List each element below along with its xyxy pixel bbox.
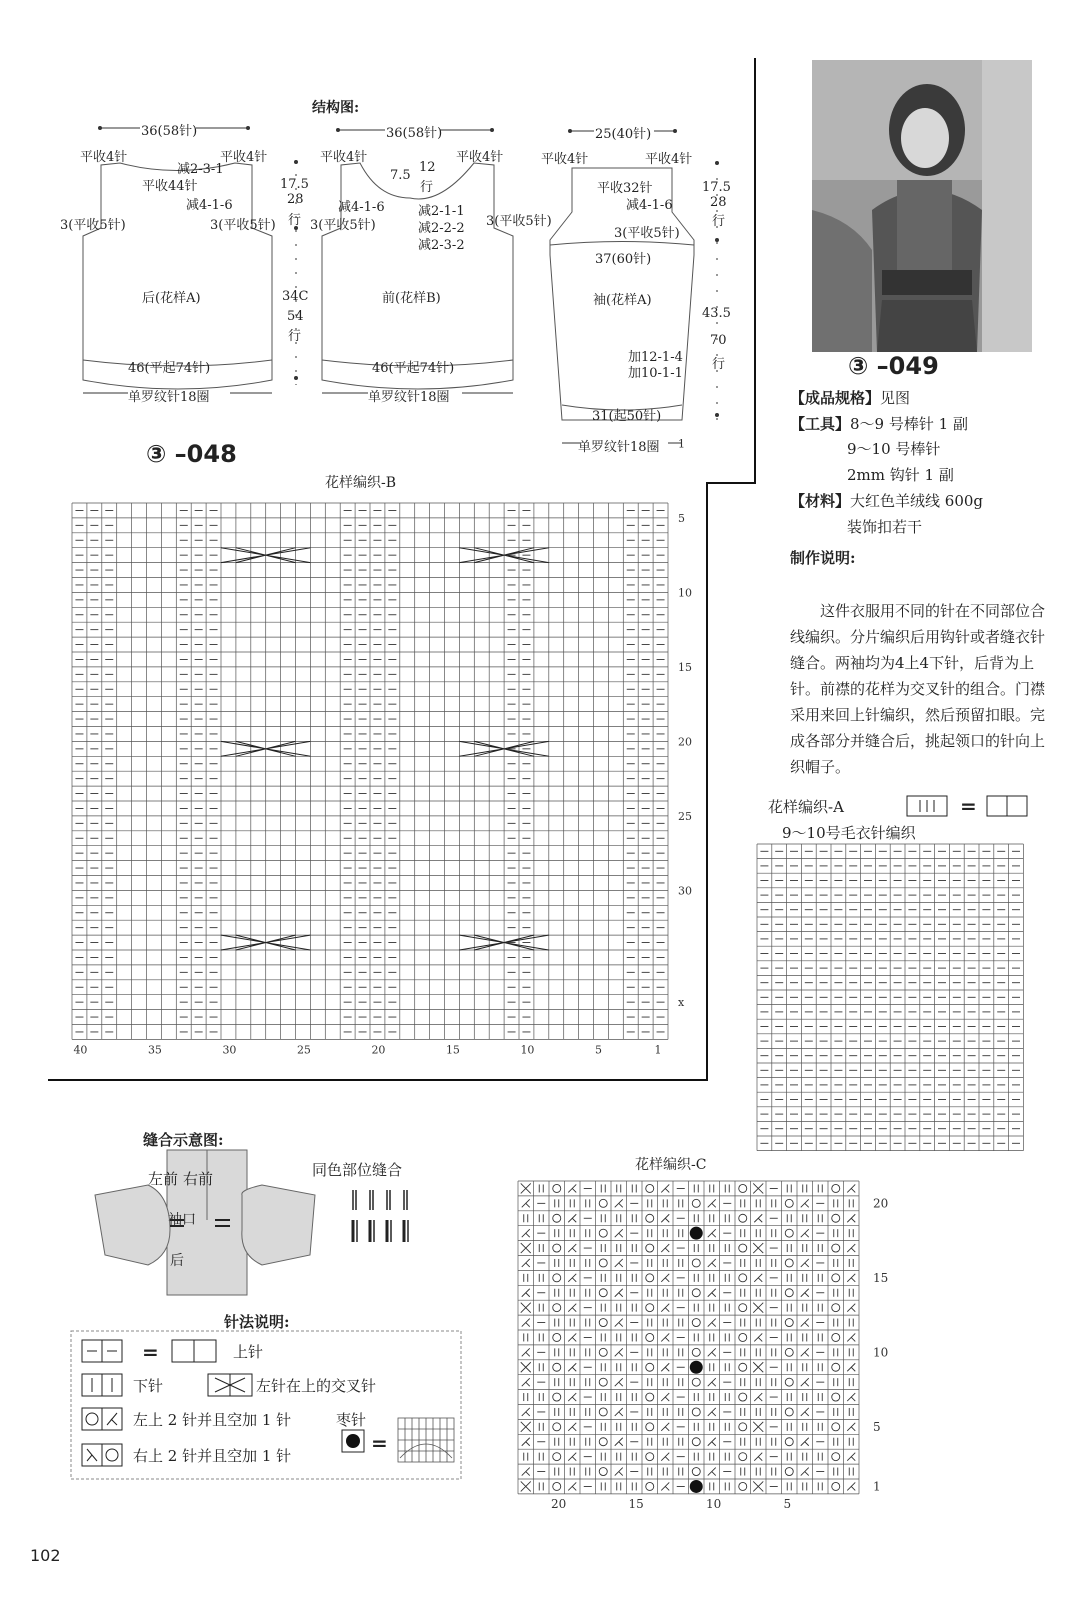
chart-b-col-label: 25: [296, 1043, 311, 1057]
sleeve-right-shoulder: 平收4针: [645, 152, 693, 167]
chart-c-row-label: 20: [873, 1196, 889, 1211]
spec-size: [790, 387, 910, 408]
chart-a-grid: [755, 840, 1035, 1160]
legend-title: 针法说明:: [224, 1313, 290, 1331]
back-h-lower-unit: 行: [288, 329, 302, 344]
legend-right-dec: 右上 2 针并且空加 1 针: [133, 1447, 292, 1465]
legend-knit: 下针: [133, 1377, 164, 1395]
bobble-dot: [690, 1480, 703, 1493]
front-name: 前(花样B): [382, 291, 441, 306]
back-armhole-dec: 减4-1-6: [186, 198, 233, 213]
chart-b-row-label: 10: [678, 586, 692, 600]
chart-b-title: 花样编织-B: [325, 475, 397, 491]
spec-materials-label: 【材料】: [790, 492, 851, 510]
seam-marks-icon: [345, 1185, 425, 1245]
back-neck-bind: 平收44针: [142, 179, 198, 194]
chart-c-col-label: 5: [783, 1496, 792, 1511]
chart-c-gridlines: [518, 1181, 859, 1494]
chart-c-row-label: 1: [873, 1479, 881, 1494]
bobble-detail-icon: [398, 1418, 454, 1462]
seaming-title: 缝合示意图:: [143, 1131, 224, 1149]
bobble-dot: [690, 1361, 703, 1374]
bobble-dot: [690, 1227, 703, 1240]
chart-c-row-label: 10: [873, 1345, 889, 1360]
sleeve-h-body-unit: 行: [712, 357, 726, 372]
front-neck-depth: 7.5: [390, 168, 411, 183]
chart-a-title: 花样编织-A: [768, 798, 844, 816]
back-left-shoulder: 平收4针: [80, 150, 128, 165]
front-left-shoulder: 平收4针: [320, 150, 368, 165]
chart-c-col-label: 20: [551, 1496, 567, 1511]
front-right-armhole: 3(平收5针): [486, 214, 552, 229]
chart-a-equals: =: [960, 794, 977, 818]
sleeve-bottom-width: 31(起50针): [592, 409, 662, 424]
spec-size-label: 【成品规格】: [790, 389, 881, 407]
spec-tools: [790, 413, 968, 434]
legend-bobble-eq: =: [371, 1431, 388, 1455]
back-right-armhole: 3(平收5针): [210, 218, 276, 233]
back-right-shoulder: 平收4针: [220, 150, 268, 165]
front-armhole-dec: 减4-1-6: [338, 200, 385, 215]
knit-symbol: [82, 1374, 122, 1396]
chart-b-row-label: 20: [678, 735, 692, 749]
right-dec-symbol: [82, 1444, 122, 1466]
seaming-same-color: 同色部位缝合: [312, 1161, 403, 1179]
chart-c-row-label: 5: [873, 1419, 881, 1434]
chart-b-row-label: 30: [678, 884, 692, 898]
front-rib: 单罗纹针18圈: [368, 390, 450, 405]
sleeve-h-body: 43.5: [702, 306, 731, 321]
instructions-title: 制作说明:: [790, 549, 856, 567]
legend-left-dec: 左上 2 针并且空加 1 针: [133, 1411, 292, 1429]
legend-bobble: 枣针: [336, 1411, 367, 1429]
back-h-lower-rows: 54: [287, 309, 304, 324]
spec-material-2: 装饰扣若干: [847, 518, 923, 536]
spec-material-1: 大红色羊绒线 600g: [850, 492, 984, 510]
chart-c-symbols: [521, 1183, 856, 1491]
back-h-upper-unit: 行: [288, 213, 302, 228]
chart-c-col-label: 15: [628, 1496, 644, 1511]
chart-c-grid: [515, 1175, 895, 1515]
spec-materials: [790, 490, 983, 511]
seaming-back-label: 后: [170, 1253, 184, 1269]
sleeve-inc1: 加12-1-4: [628, 350, 683, 365]
legend-purl-eq: =: [142, 1340, 159, 1364]
left-dec-symbol: [82, 1408, 122, 1430]
chart-b-col-label: 40: [73, 1043, 88, 1057]
back-h-lower: 34C: [282, 289, 309, 304]
legend-purl: 上针: [233, 1343, 264, 1361]
instructions-text: 这件衣服用不同的针在不同部位合线编织。分片编织后用钩针或者缝衣针缝合。两袖均为4上4下针，后背为上针。前襟的花样为交叉针的组合。门襟采用来回上针编织，然后预留扣眼。完成各部分并缝合后，挑起领口的针向上织帽子。: [790, 602, 1046, 776]
chart-b-row-label: 1: [678, 437, 685, 451]
back-h-upper: 17.5: [280, 177, 309, 192]
sleeve-cap-width: 37(60针): [595, 252, 652, 267]
front-top-width: 36(58针): [386, 126, 443, 141]
chart-b-col-label: 20: [371, 1043, 386, 1057]
back-top-width: 36(58针): [141, 124, 198, 139]
bobble-symbol: [342, 1430, 364, 1452]
front-bottom-width: 46(平起74针): [372, 361, 455, 376]
sleeve-h-cap-unit: 行: [712, 214, 726, 229]
back-left-armhole: 3(平收5针): [60, 218, 126, 233]
seaming-left-front: 左前: [148, 1170, 179, 1188]
pattern-id-049: ③ –049: [848, 352, 939, 380]
front-left-armhole: 3(平收5针): [310, 218, 376, 233]
chart-b-col-label: 15: [445, 1043, 460, 1057]
front-right-shoulder: 平收4针: [456, 150, 504, 165]
sleeve-h-cap-rows: 28: [710, 195, 727, 210]
chart-b-row-label: 15: [678, 660, 692, 674]
front-neck-rows: 12: [419, 160, 436, 175]
front-neck-dec2: 减2-2-2: [418, 221, 465, 236]
sleeve-cap-dec: 减4-1-6: [626, 198, 673, 213]
sleeve-left-shoulder: 平收4针: [541, 152, 589, 167]
front-neck-rows-unit: 行: [420, 180, 434, 195]
legend-cross: 左针在上的交叉针: [256, 1377, 377, 1395]
back-rib: 单罗纹针18圈: [128, 390, 210, 405]
back-bottom-width: 46(平起74针): [128, 361, 211, 376]
back-neck-dec: 减2-3-1: [177, 162, 224, 177]
structure-title: 结构图:: [312, 100, 360, 116]
chart-b-row-label: 5: [678, 511, 685, 525]
sleeve-h-cap: 17.5: [702, 180, 731, 195]
back-name: 后(花样A): [142, 291, 201, 306]
spec-tool-3-row: [847, 464, 954, 485]
spec-size-value: 见图: [880, 389, 911, 407]
sleeve-top-width: 25(40针): [595, 127, 652, 142]
chart-b-gridlines: [72, 503, 668, 1039]
spec-tool-1: 8～9 号棒针 1 副: [850, 415, 968, 433]
chart-b-col-label: 10: [520, 1043, 535, 1057]
sleeve-cap-side: 3(平收5针): [614, 226, 680, 241]
chart-c-title: 花样编织-C: [635, 1157, 707, 1173]
spec-material-2-row: [847, 516, 922, 537]
front-neck-dec3: 减2-3-2: [418, 238, 465, 253]
spec-tool-3: 2mm 钩针 1 副: [847, 466, 954, 484]
seaming-right-front: 右前: [183, 1170, 214, 1188]
chart-b-col-label: 5: [594, 1043, 602, 1057]
chart-c-row-label: 15: [873, 1270, 889, 1285]
back-h-upper-rows: 28: [287, 192, 304, 207]
chart-b-row-label: 25: [678, 809, 692, 823]
cross-symbol: [208, 1374, 252, 1396]
chart-b-col-label: 35: [147, 1043, 162, 1057]
spec-tool-2-row: [847, 438, 940, 459]
spec-tool-2: 9～10 号棒针: [847, 440, 941, 458]
sleeve-rib: 单罗纹针18圈: [578, 440, 660, 455]
chart-b-col-label: 30: [222, 1043, 237, 1057]
chart-b-row-label: x: [678, 996, 685, 1010]
sleeve-h-body-rows: 70: [710, 333, 727, 348]
chart-b-col-label: 1: [654, 1043, 662, 1057]
seaming-sleeve-label: 袖口: [168, 1212, 196, 1228]
front-neck-dec1: 减2-1-1: [418, 204, 465, 219]
chart-a-subtitle: 9～10号毛衣针编织: [782, 824, 916, 842]
sleeve-name: 袖(花样A): [593, 293, 652, 308]
model-photo: [812, 60, 1032, 352]
page-number: 102: [30, 1546, 61, 1565]
spec-tools-label: 【工具】: [790, 415, 851, 433]
chart-c-col-label: 10: [706, 1496, 722, 1511]
sleeve-cap-bind: 平收32针: [597, 181, 653, 196]
pattern-id-048: ③ –048: [146, 440, 237, 468]
sleeve-inc2: 加10-1-1: [628, 366, 683, 381]
